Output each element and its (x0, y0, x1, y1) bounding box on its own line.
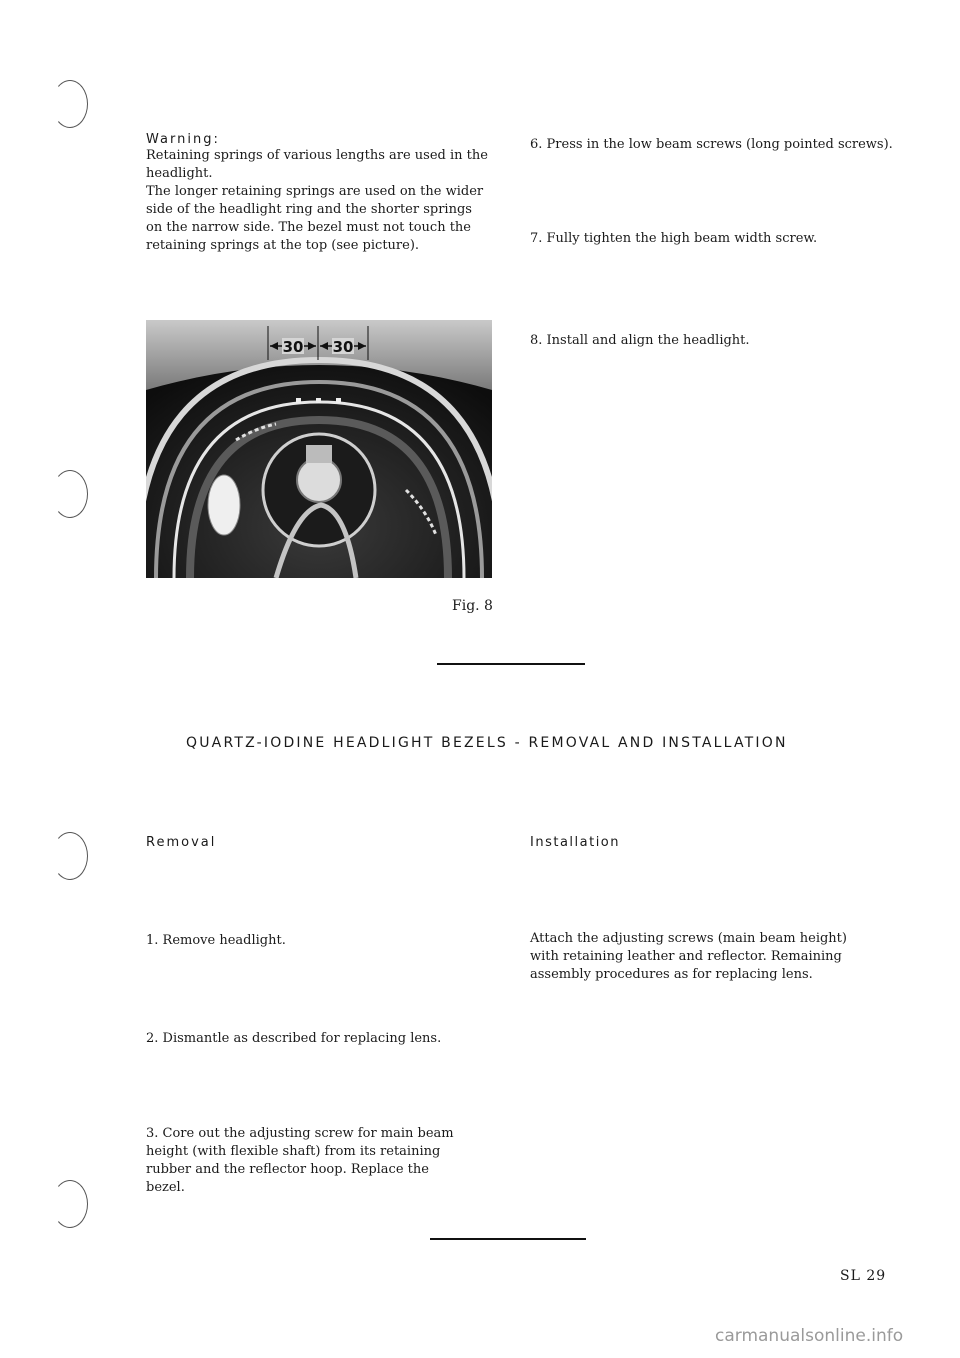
dimension-label-right: 30 (332, 338, 354, 356)
page-number: SL 29 (840, 1268, 887, 1284)
section-title: QUARTZ-IODINE HEADLIGHT BEZELS - REMOVAL AND INSTALLATION (186, 735, 788, 751)
footer-watermark: carmanualsonline.info (715, 1326, 904, 1346)
dimension-label-left: 30 (282, 338, 304, 356)
removal-step-2: 2. Dismantle as described for replacing lens. (146, 1031, 442, 1046)
binder-hole-mark (52, 1180, 88, 1228)
installation-text: Attach the adjusting screws (main beam height) with retaining leather and reflector. Remaining assembly procedures as for replacing lens. (530, 931, 847, 982)
removal-step-1: 1. Remove headlight. (146, 933, 286, 948)
divider-top (437, 663, 585, 665)
warning-title: Warning: (146, 132, 220, 147)
figure-caption: Fig. 8 (452, 598, 493, 614)
installation-heading: Installation (530, 835, 621, 850)
step-8: 8. Install and align the headlight. (530, 333, 750, 348)
removal-step-3: 3. Core out the adjusting screw for main beam height (with flexible shaft) from its retaining rubber and the reflector hoop. Replace the bezel. (146, 1126, 454, 1195)
divider-bottom (430, 1238, 586, 1240)
step-7: 7. Fully tighten the high beam width screw. (530, 231, 818, 246)
headlight-bezel-illustration (146, 320, 492, 578)
step-6: 6. Press in the low beam screws (long pointed screws). (530, 137, 893, 152)
warning-text: Retaining springs of various lengths are used in the headlight. The longer retaining springs are used on the wider side of the headlight ring and the shorter springs on the narrow side. The bezel must not touch the retaining springs at the top (see picture). (146, 148, 488, 253)
binder-hole-mark (52, 470, 88, 518)
binder-hole-mark (52, 832, 88, 880)
removal-heading: Removal (146, 835, 217, 850)
binder-hole-mark (52, 80, 88, 128)
headlight-bezel-photo (146, 320, 492, 578)
